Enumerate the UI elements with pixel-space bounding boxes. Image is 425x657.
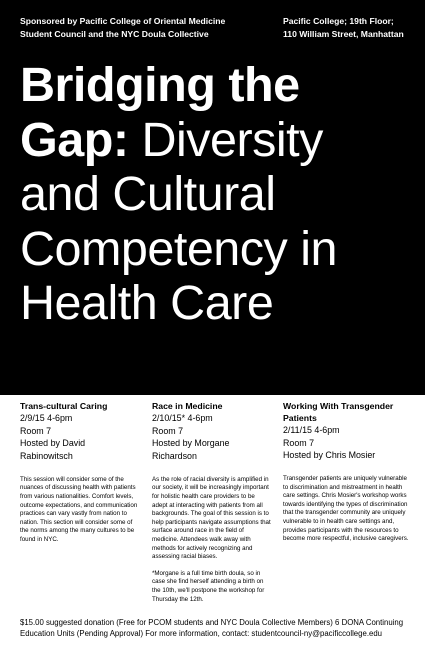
title-line: and Cultural xyxy=(20,167,276,221)
session-title-line: Working With Transgender xyxy=(283,401,394,411)
poster-title xyxy=(20,58,420,331)
footer-line: Education Units (Pending Approval) For more information, contact: studentcouncil-ny@pacificcollege.edu xyxy=(20,629,382,638)
session-date: 2/10/15* 4-6pm xyxy=(152,413,213,423)
session-description: This session will consider some of the nuances of discussing health with patients from various nationalities. Comfort levels, outcome expectations, and communication practices can vary vastly from nation to nation. This section will consider some of the norms among the many cultures to be found in NYC. xyxy=(20,475,138,543)
venue-text xyxy=(283,15,418,41)
footer-line: $15.00 suggested donation (Free for PCOM students and NYC Doula Collective Members) 6 DONA Continuing xyxy=(20,618,404,627)
title-bold-word: Gap: xyxy=(20,112,129,167)
venue-line: 110 William Street, Manhattan xyxy=(283,29,404,39)
sponsor-text xyxy=(20,15,270,41)
title-line: Bridging the xyxy=(20,58,300,112)
session-column xyxy=(20,400,138,545)
session-column xyxy=(283,400,413,544)
title-line: Competency in xyxy=(20,221,337,276)
session-room: Room 7 xyxy=(20,425,52,436)
title-line xyxy=(20,113,420,168)
session-title: Race in Medicine xyxy=(152,401,223,411)
session-date: 2/9/15 4-6pm xyxy=(20,413,73,423)
session-title xyxy=(283,400,413,424)
session-title: Trans-cultural Caring xyxy=(20,401,108,411)
footer-info xyxy=(20,617,415,639)
session-date: 2/11/15 4-6pm xyxy=(283,425,340,435)
session-room: Room 7 xyxy=(283,437,315,448)
session-description: Transgender patients are uniquely vulnerable to discrimination and mistreatment in health care settings. Chris Mosier's workshop works towards identifying the types of discrimination that the transgender community are uniquely vulnerable to in health care settings and, provides participants with the resources to become more respectful, inclusive caregivers. xyxy=(283,475,409,543)
session-column xyxy=(152,400,272,604)
venue-line: Pacific College; 19th Floor; xyxy=(283,16,394,26)
session-description: As the role of racial diversity is amplified in our society, it will be increasingly important for holistic health care providers to be adept at interacting with patients from all backgrounds. The goal of this session is to help participants navigate assumptions that surface around race in the field of medicine. Attendees walk away with methods for actively recognizing and assessing racial biases. xyxy=(152,475,271,561)
session-host: Hosted by Chris Mosier xyxy=(283,450,376,461)
sponsor-line: Student Council and the NYC Doula Collective xyxy=(20,29,209,39)
session-note: *Morgane is a full time birth doula, so in case she find herself attending a birth on the 10th, we'll postpone the workshop for Thursday the 12th. xyxy=(152,569,265,603)
sponsor-line: Sponsored by Pacific College of Oriental Medicine xyxy=(20,16,226,26)
title-light-word: Diversity xyxy=(128,112,323,167)
session-room: Room 7 xyxy=(152,425,184,436)
session-host: Hosted by David Rabinowitsch xyxy=(20,438,86,462)
session-host: Hosted by Morgane Richardson xyxy=(152,438,230,462)
session-title-line: Patients xyxy=(283,413,317,423)
title-line: Health Care xyxy=(20,276,274,330)
